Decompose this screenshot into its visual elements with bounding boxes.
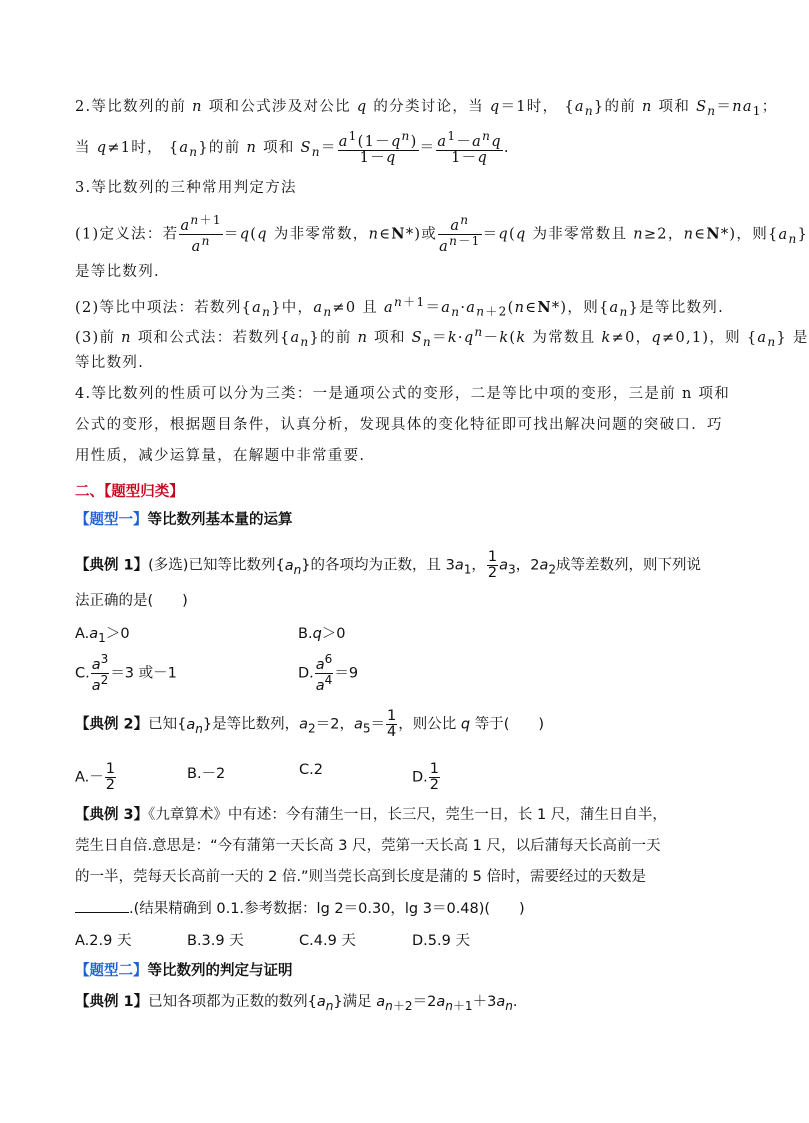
example-3-option-c[interactable]: C.4.9 天: [299, 933, 356, 949]
note-3-heading: 3.等比数列的三种常用判定方法: [75, 180, 297, 196]
note-3-definition-method: (1)定义法：若 $\frac{a^{n+1}}{a^n}$ ＝q(q 为非零常数，n∈N*)或 $\frac{a^n}{a^{n-1}}$ ＝q(q 为非零常数且 n≥2，n∈N*)，则$\{a_n\}$: [75, 213, 809, 255]
note-3-definition-tail: 是等比数列.: [75, 264, 160, 280]
note-2-line-1: 2.等比数列的前 n 项和公式涉及对公比 q 的分类讨论，当 q＝1时， $\{a_n\}$的前 n 项和 $S_n=na_1$；: [75, 99, 778, 118]
section-heading: 二、【题型归类】: [75, 484, 184, 500]
example-3-line-3: 的一半，莞每天长高前一天的 2 倍.”则当莞长高到长度是蒲的 5 倍时，需要经过的天数是: [75, 869, 647, 885]
example-2-option-c[interactable]: C.2: [299, 762, 323, 778]
example-3-option-b[interactable]: B.3.9 天: [187, 933, 244, 949]
example-1-option-d[interactable]: D. $\frac{a^6}{a^4}$ ＝9: [298, 652, 359, 694]
example-3-option-a[interactable]: A.2.9 天: [75, 933, 132, 949]
example-1-option-c[interactable]: C. $\frac{a^3}{a^2}$ ＝3 或－1: [75, 652, 177, 694]
example-3-line-2: 莞生日自倍.意思是：“今有蒲第一天长高 3 尺，莞第一天长高 1 尺，以后蒲每天长高前一天: [75, 838, 661, 854]
example-1-stem-tail: 法正确的是( ): [75, 593, 188, 609]
example-1-option-a[interactable]: $A.a_1>0$: [75, 626, 130, 645]
note-4-line-2: 公式的变形，根据题目条件，认真分析，发现具体的变化特征即可找出解决问题的突破口．巧: [75, 417, 723, 433]
note-2-line-2: 当 q≠1时， $\{a_n\}$的前 n 项和 $S_n=$ $\frac{a^1(1-q^n)}{1-q}$ ＝ $a^1-a^nq$ 1－q .: [75, 129, 510, 167]
note-4-line-3: 用性质，减少运算量，在解题中非常重要.: [75, 448, 366, 464]
example-1-stem: 【典例 1】(多选)已知等比数列$\{a_n\}$的各项均为正数，且 $3a_1$， $\frac{1}{2}$ $a_3$，$2a_2$成等差数列，则下列说: [75, 549, 702, 582]
example-2-option-d[interactable]: D. $\frac{1}{2}$: [412, 761, 440, 794]
note-3-sum-formula-tail: 等比数列.: [75, 355, 145, 371]
example-1-option-b[interactable]: B.q＞0: [298, 626, 346, 642]
note-3-sum-formula-method: (3)前 n 项和公式法：若数列$\{a_n\}$的前 n 项和 $S_n=k\cdot q^n-k(k$ 为常数且 k≠0，q≠0,1)，则 $\{a_n\}$ 是: [75, 325, 809, 349]
note-4-line-1: 4.等比数列的性质可以分为三类：一是通项公式的变形，二是等比中项的变形，三是前 n 项和: [75, 386, 731, 402]
example-3-line-4: .(结果精确到 0.1.参考数据：lg 2＝0.30，lg 3＝0.48)( ): [75, 898, 525, 919]
answer-blank[interactable]: [75, 898, 129, 913]
example-2-option-b[interactable]: B.－2: [187, 766, 226, 782]
note-3-geometric-mean-method: (2)等比中项法：若数列$\{a_n\}$中，$a_n\ne 0$ 且 $a^{n+1}=a_n\cdot a_{n+2}(n\in N*)$，则$\{a_n\}$是等比数列.: [75, 295, 725, 319]
type-1-heading: 【题型一】等比数列基本量的运算: [75, 512, 293, 528]
example-4-stem: 【典例 1】已知各项都为正数的数列$\{a_n\}$满足 $a_{n+2}=2a_{n+1}+3a_n$.: [75, 994, 518, 1013]
example-2-option-a[interactable]: A.－ $\frac{1}{2}$: [75, 761, 116, 794]
example-2-stem: 【典例 2】已知$\{a_n\}$是等比数列，$a_2=2$，$a_5=$ $\frac{1}{4}$ ，则公比 q 等于( ): [75, 708, 545, 741]
example-3-line-1: 【典例 3】《九章算术》中有述：今有蒲生一日，长三尺，莞生一日，长 1 尺，蒲生日自半，: [75, 807, 667, 823]
example-3-option-d[interactable]: D.5.9 天: [412, 933, 470, 949]
type-2-heading: 【题型二】等比数列的判定与证明: [75, 963, 293, 979]
